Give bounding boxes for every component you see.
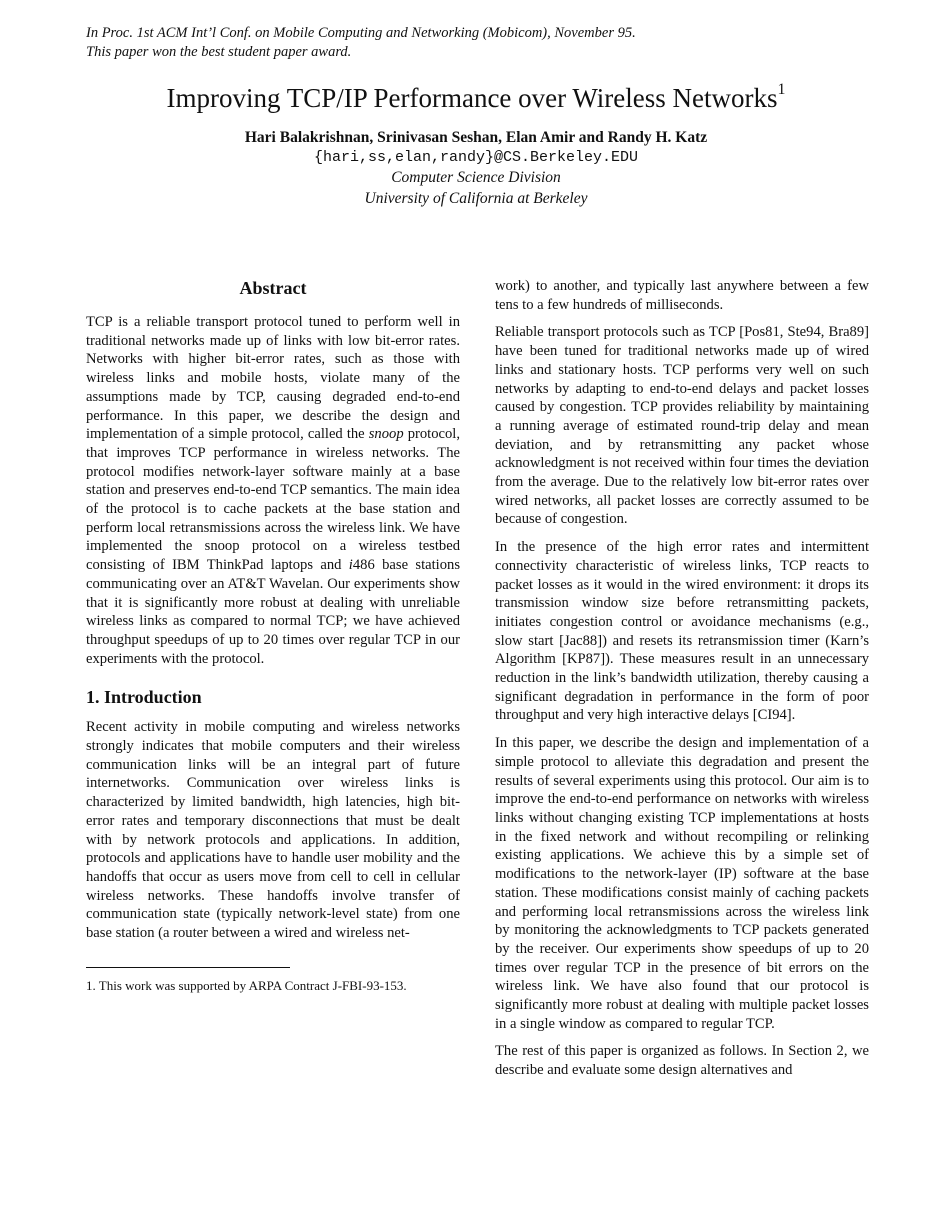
abstract-i-italic: i xyxy=(348,557,353,574)
right-paragraph-2: In the presence of the high error rates and intermittent connectivity characteristic of wireless links, TCP reacts to packet losses as it would in the wired environment: it drops its transmission window size before retransmitting packets, initiates congestion control or avoidance mechanisms (e.g., slow start [Jac88]) and resets its retransmission timer (Karn’s Algorithm [KP87]). These measures result in an unnecessary reduction in the link’s bandwidth utilization, thereby causing a significant degradation in performance in the form of poor throughput and very high interactive delays [CI94]. xyxy=(495,539,869,724)
affiliation-division: Computer Science Division xyxy=(391,169,561,186)
right-paragraph-0: work) to another, and typically last anywhere between a few tens to a few hundreds of milliseconds. xyxy=(495,278,869,313)
abstract-snoop-italic: snoop xyxy=(368,426,404,443)
footnote-1: 1. This work was supported by ARPA Contract J-FBI-93-153. xyxy=(86,978,407,993)
paper-title xyxy=(0,76,952,115)
title-footnote-mark: 1 xyxy=(777,81,786,98)
right-paragraph-4: The rest of this paper is organized as follows. In Section 2, we describe and evaluate some design alternatives and xyxy=(495,1043,869,1079)
abstract-text-part2: protocol, that improves TCP performance in wireless networks. The protocol modifies network-layer software mainly at a base station and preserves end-to-end TCP semantics. The main idea of the protocol is to cache packets at the base station and perform local retransmissions across the wireless link. We have implemented the snoop protocol on a wireless testbed consisting of IBM ThinkPad laptops and xyxy=(86,426,460,574)
abstract-text-part1: TCP is a reliable transport protocol tuned to perform well in traditional networks made up of links with low bit-error rates. Networks with higher bit-error rates, such as those with wireless links and mobile hosts, violate many of the assumptions made by TCP, causing degraded end-to-end performance. In this paper, we describe the design and implementation of a simple protocol, called the xyxy=(86,314,460,443)
introduction-paragraph-1: Recent activity in mobile computing and wireless networks strongly indicates that mobile computers and their wireless communication links will be an integral part of future internetworks. Communication over wireless links is characterized by limited bandwidth, high latencies, high bit-error rates and temporary disconnections that must be dealt with by network protocols and applications. In addition, protocols and applications have to handle user mobility and the handoffs that occur as users move from cell to cell in cellular wireless networks. These handoffs involve transfer of communication state (typically network-level state) from one base station (a router between a wired and wireless net- xyxy=(86,719,460,942)
introduction-heading: 1. Introduction xyxy=(86,687,202,708)
abstract-text-part3: 486 base stations communicating over an AT&T Wavelan. Our experiments show that it is significantly more robust at dealing with unreliable wireless links as compared to normal TCP; we have achieved throughput speedups of up to 20 times over regular TCP in our experiments with the protocol. xyxy=(86,557,460,667)
author-list: Hari Balakrishnan, Srinivasan Seshan, Elan Amir and Randy H. Katz xyxy=(244,129,708,146)
author-email: {hari,ss,elan,randy}@CS.Berkeley.EDU xyxy=(313,149,639,166)
affiliation-university: University of California at Berkeley xyxy=(364,190,588,207)
abstract-text xyxy=(86,313,460,668)
right-column xyxy=(495,277,869,1089)
award-note: This paper won the best student paper award. xyxy=(86,44,352,60)
publication-venue: In Proc. 1st ACM Int’l Conf. on Mobile Computing and Networking (Mobicom), November 95. xyxy=(86,25,636,41)
abstract-heading: Abstract xyxy=(239,278,307,298)
right-paragraph-3: In this paper, we describe the design and implementation of a simple protocol to alleviate this degradation and present the results of several experiments using this protocol. Our aim is to improve the end-to-end performance on networks with wireless links without changing existing TCP implementations at hosts in the fixed network and without recompiling or relinking existing applications. We achieve this by a simple set of modifications to the network-layer (IP) software at the base station. These modifications consist mainly of caching packets and performing local retransmissions across the wireless link by monitoring the acknowledgments to TCP packets generated by the receiver. Our experiments show speedups of up to 20 times over regular TCP in the presence of bit errors on the wireless link. We have also found that our protocol is significantly more robust at dealing with multiple packet losses in a single window as compared to regular TCP. xyxy=(495,735,869,1032)
publication-note xyxy=(86,24,636,62)
left-column xyxy=(86,277,460,952)
right-paragraph-1: Reliable transport protocols such as TCP [Pos81, Ste94, Bra89] have been tuned for traditional networks made up of wired links and stationary hosts. TCP performs very well on such networks by adapting to end-to-end delays and packet losses caused by congestion. TCP provides reliability by maintaining a running average of estimated round-trip delay and mean deviation, and by retransmitting any packet whose acknowledgment is not received within four times the deviation from the average. Due to the relatively low bit-error rates over wired networks, all packet losses are correctly assumed to be because of congestion. xyxy=(495,324,869,528)
footnote-divider xyxy=(86,967,290,968)
paper-title-text: Improving TCP/IP Performance over Wireless Networks xyxy=(166,83,778,113)
